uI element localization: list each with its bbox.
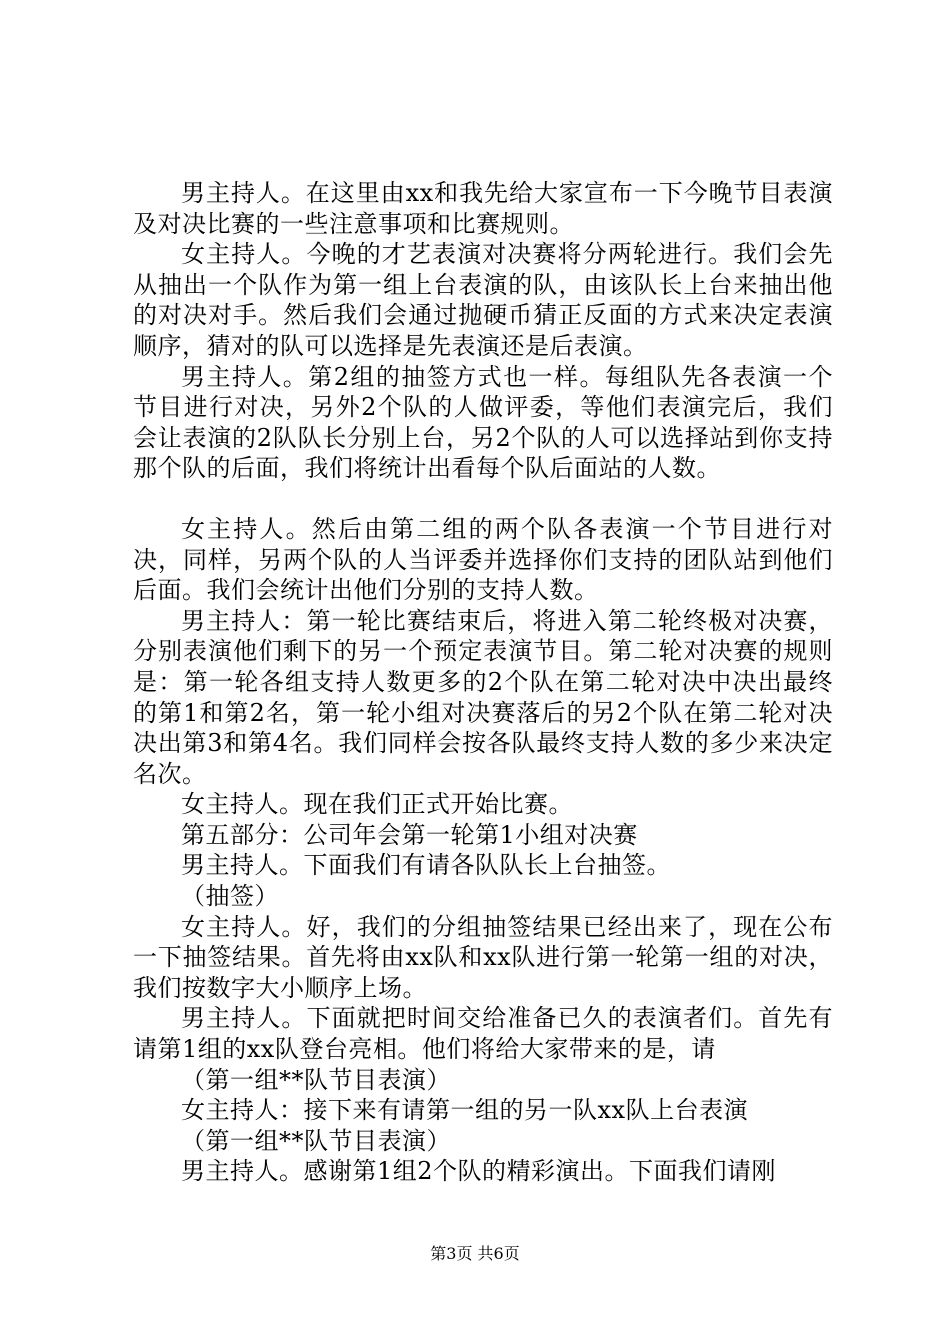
stage-direction-draw: （抽签） bbox=[181, 882, 279, 911]
page-footer: 第3页 共6页 bbox=[430, 1244, 520, 1263]
stage-direction-performance-1: （第一组**队节目表演） bbox=[181, 1065, 451, 1094]
paragraph-host-female-format: 女主持人。今晚的才艺表演对决赛将分两轮进行。我们会先从抽出一个队作为第一组上台表演的队，由该队长上台来抽出他的对决对手。然后我们会通过抛硬币猜正反面的方式来决定表演顺序，猜对的队可以选择是先表演还是后表演。 bbox=[133, 240, 833, 360]
paragraph-host-male-draw: 男主持人。下面我们有请各队队长上台抽签。 bbox=[181, 851, 671, 880]
document-body bbox=[133, 178, 833, 1187]
paragraph-host-male-group2: 男主持人。第2组的抽签方式也一样。每组队先各表演一个节目进行对决，另外2个队的人做评委，等他们表演完后，我们会让表演的2队队长分别上台，另2个队的人可以选择站到你支持那个队的后面，我们将统计出看每个队后面站的人数。 bbox=[133, 362, 833, 483]
paragraph-host-male-rules: 男主持人。在这里由xx和我先给大家宣布一下今晚节目表演及对决比赛的一些注意事项和比赛规则。 bbox=[133, 179, 833, 238]
paragraph-host-female-group2: 女主持人。然后由第二组的两个队各表演一个节目进行对决，同样，另两个队的人当评委并选择你们支持的团队站到他们后面。我们会统计出他们分别的支持人数。 bbox=[133, 514, 833, 605]
paragraph-host-male-performers: 男主持人。下面就把时间交给准备已久的表演者们。首先有请第1组的xx队登台亮相。他们将给大家带来的是，请 bbox=[133, 1004, 833, 1064]
paragraph-host-female-next: 女主持人：接下来有请第一组的另一队xx队上台表演 bbox=[181, 1096, 749, 1125]
section-heading: 第五部分：公司年会第一轮第1小组对决赛 bbox=[181, 820, 638, 849]
paragraph-host-female-start: 女主持人。现在我们正式开始比赛。 bbox=[181, 790, 573, 819]
paragraph-host-female-results: 女主持人。好，我们的分组抽签结果已经出来了，现在公布一下抽签结果。首先将由xx队和xx队进行第一轮第一组的对决，我们按数字大小顺序上场。 bbox=[133, 912, 833, 1002]
paragraph-host-male-round2: 男主持人：第一轮比赛结束后，将进入第二轮终极对决赛，分别表演他们剩下的另一个预定表演节目。第二轮对决赛的规则是：第一轮各组支持人数更多的2个队在第二轮对决中决出最终的第1和第2名，第一轮小组对决赛落后的另2个队在第二轮对决决出第3和第4名。我们同样会按各队最终支持人数的多少来决定名次。 bbox=[133, 606, 833, 788]
stage-direction-performance-2: （第一组**队节目表演） bbox=[181, 1126, 451, 1155]
paragraph-host-male-thanks: 男主持人。感谢第1组2个队的精彩演出。下面我们请刚 bbox=[181, 1157, 777, 1186]
